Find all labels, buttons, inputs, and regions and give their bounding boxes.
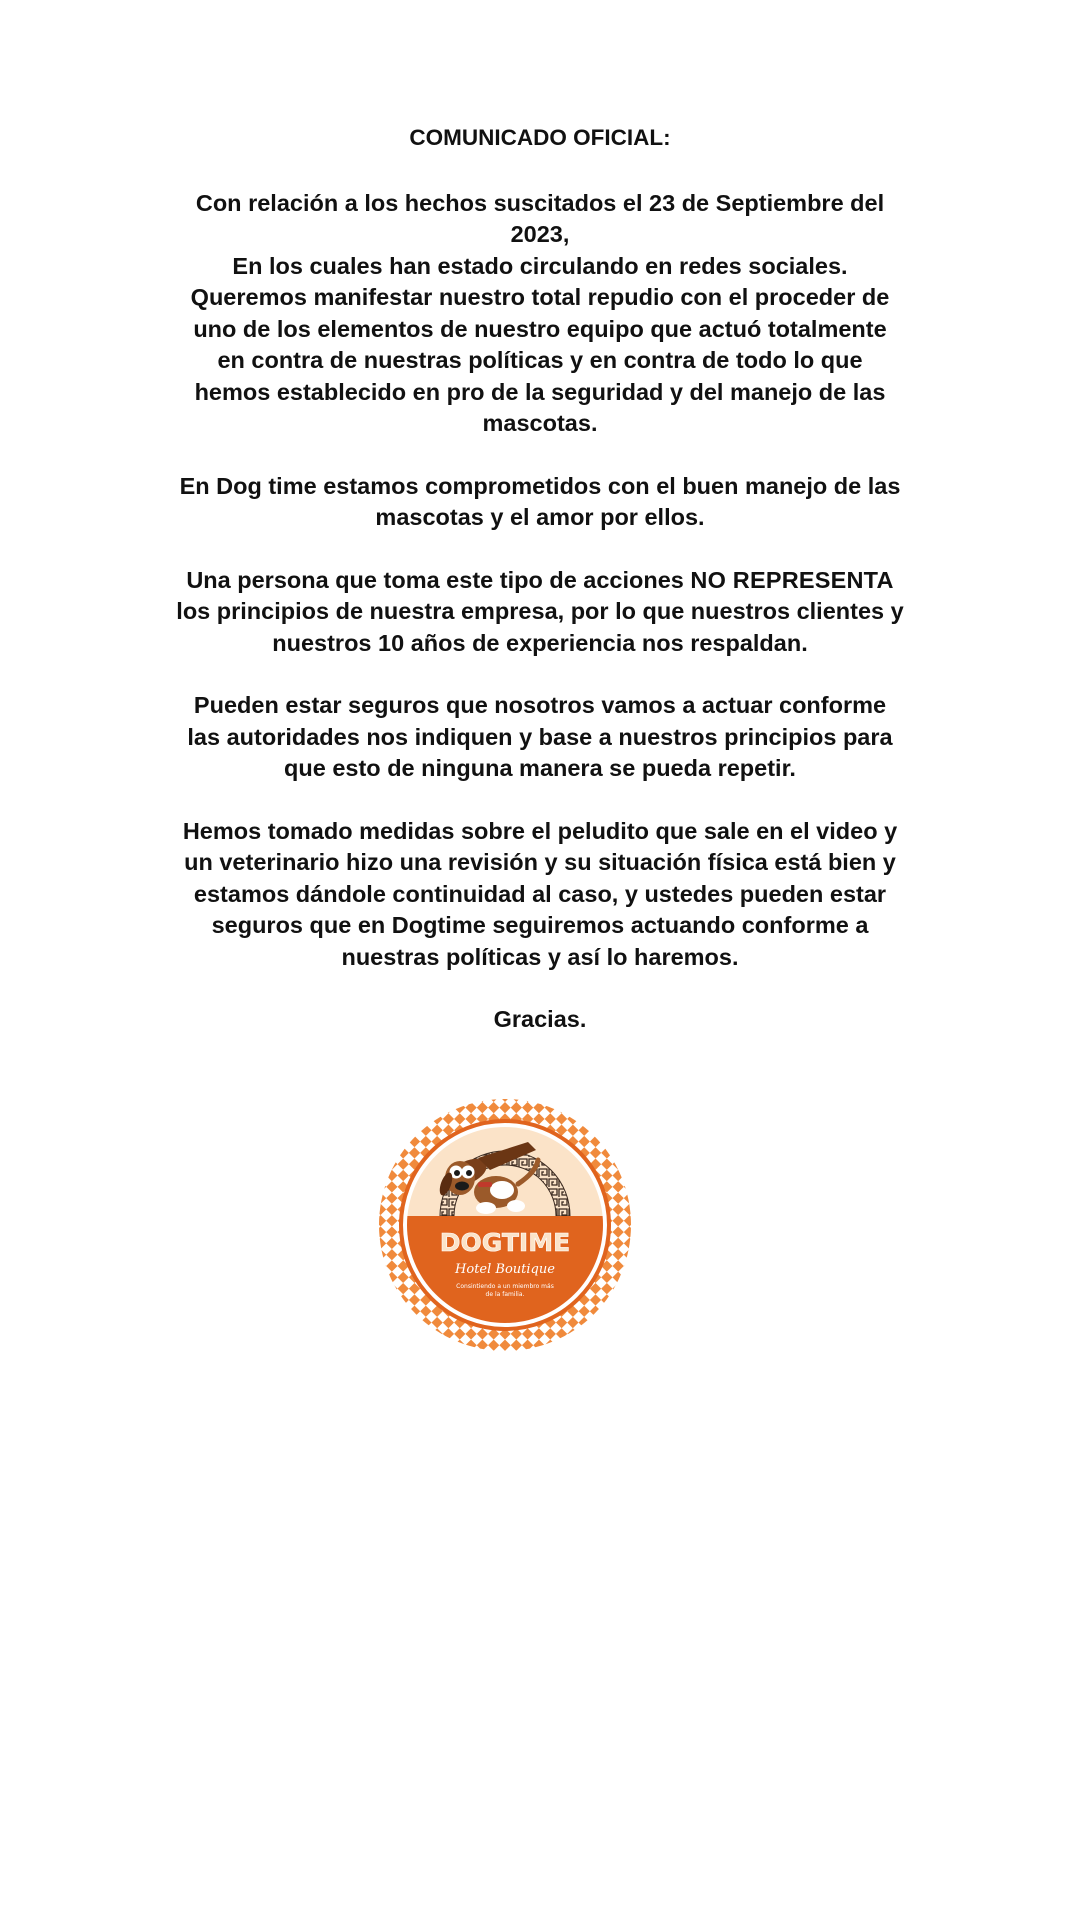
official-statement [120,122,960,1067]
text-line: mascotas y el amor por ellos. [375,504,705,530]
text-line: hemos establecido en pro de la seguridad y del manejo de las [194,378,886,405]
statement-paragraph-4 [120,690,960,785]
dogtime-logo [378,1098,632,1352]
text-line: mascotas. [482,410,598,436]
text-line: en contra de nuestras políticas y en contra de todo lo que [217,347,863,373]
text-line: que esto de ninguna manera se pueda repetir. [284,755,796,781]
text-line: Con relación a los hechos suscitados el 23 de Septiembre del [195,189,885,216]
text-line: En los cuales han estado circulando en redes sociales. [232,252,848,279]
text-line: Queremos manifestar nuestro total repudio con el proceder de [190,284,890,310]
statement-title: COMUNICADO OFICIAL: [409,125,671,150]
text-line: seguros que en Dogtime seguiremos actuando conforme a [211,912,869,938]
text-line: Pueden estar seguros que nosotros vamos a actuar conforme [193,692,887,718]
statement-paragraph-3 [120,565,960,660]
statement-closing: Gracias. [493,1006,587,1032]
text-line: las autoridades nos indiquen y base a nuestros principios para [187,723,893,750]
text-line: los principios de nuestra empresa, por lo que nuestros clientes y [176,598,904,624]
logo-tagline-line-2: de la familia. [485,1291,525,1298]
emphasis-text: NO REPRESENTA [690,566,894,593]
text-line: estamos dándole continuidad al caso, y ustedes pueden estar [193,880,887,907]
logo-tagline-line-1: Consintiendo a un miembro más [456,1283,554,1290]
logo-brand-name: DOGTIME [439,1228,571,1257]
text-fragment: Una persona que toma este tipo de acciones [186,566,691,593]
logo-emblem [378,1098,632,1352]
statement-paragraph-1 [120,188,960,440]
text-line: nuestras políticas y así lo haremos. [341,943,739,970]
statement-paragraph-2 [120,471,960,534]
text-line: Hemos tomado medidas sobre el peludito que sale en el video y [182,817,898,844]
text-line: 2023, [510,221,570,247]
text-line: un veterinario hizo una revisión y su situación física está bien y [184,849,896,875]
text-line: En Dog time estamos comprometidos con el buen manejo de las [179,472,901,499]
text-line [120,565,960,597]
text-line: nuestros 10 años de experiencia nos respaldan. [272,629,808,656]
text-line: uno de los elementos de nuestro equipo que actuó totalmente [193,315,887,342]
logo-subtitle: Hotel Boutique [455,1262,555,1277]
statement-paragraph-5 [120,816,960,974]
